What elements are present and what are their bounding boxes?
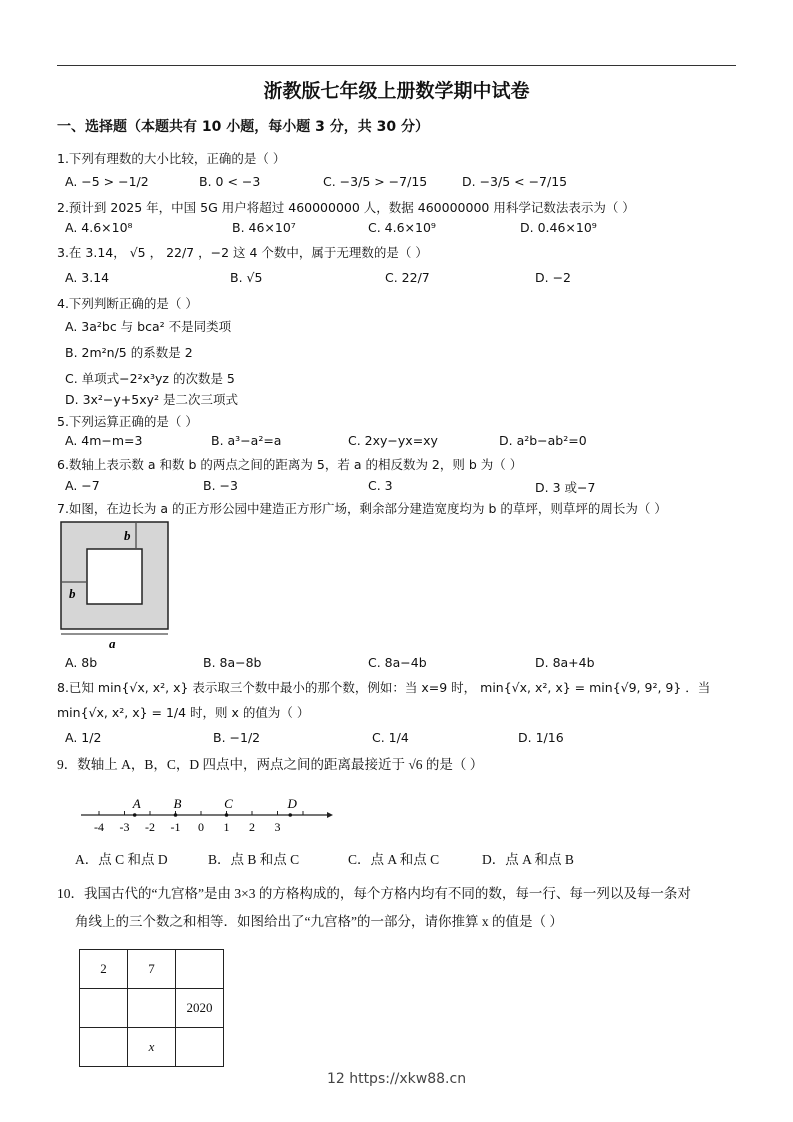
tick-label: 0 [198, 820, 204, 834]
tick-label: -4 [94, 820, 104, 834]
label-a: a [109, 636, 116, 650]
q1-option-a: A. −5 > −1/2 [65, 174, 149, 189]
q5-option-d: D. a²b−ab²=0 [499, 433, 587, 448]
q9-option-b: B．点 B 和点 C [208, 852, 300, 867]
q9-option-a: A．点 C 和点 D [75, 852, 168, 867]
q8-option-d: D. 1/16 [518, 730, 564, 745]
q8-option-b: B. −1/2 [213, 730, 261, 745]
grid-cell [176, 1028, 224, 1067]
q9-option-d: D．点 A 和点 B [482, 852, 574, 867]
q7-option-b: B. 8a−8b [203, 655, 262, 670]
q4-option-b: B. 2m²n/5 的系数是 2 [65, 345, 193, 360]
grid-cell [80, 989, 128, 1028]
q5-option-b: B. a³−a²=a [211, 433, 282, 448]
q7-option-c: C. 8a−4b [368, 655, 427, 670]
point-label: A [132, 796, 141, 811]
nine-grid [79, 949, 224, 1067]
q3-option-b: B. √5 [230, 270, 263, 285]
section-heading: 一、选择题（本题共有 10 小题，每小题 3 分，共 30 分） [57, 119, 429, 135]
q6-option-c: C. 3 [368, 478, 393, 493]
q1-option-d: D. −3/5 < −7/15 [462, 174, 568, 189]
q4-option-d: D. 3x²−y+5xy² 是二次三项式 [65, 392, 239, 407]
tick-label: 2 [249, 820, 255, 834]
tick-label: 1 [223, 820, 230, 834]
q3-option-c: C. 22/7 [385, 270, 430, 285]
question-8-stem-line2: min{√x, x², x} = 1/4 时，则 x 的值为（ ） [57, 705, 310, 720]
grid-cell: 7 [128, 950, 176, 989]
q6-option-d: D. 3 或−7 [535, 480, 596, 495]
q2-option-c: C. 4.6×10⁹ [368, 220, 436, 235]
point-D [288, 813, 292, 817]
q6-option-a: A. −7 [65, 478, 100, 493]
q2-option-d: D. 0.46×10⁹ [520, 220, 597, 235]
point-label: B [173, 796, 182, 811]
question-5-stem: 5.下列运算正确的是（ ） [57, 414, 198, 429]
point-A [133, 813, 137, 817]
grid-cell: 2020 [176, 989, 224, 1028]
question-8-stem: 8.已知 min{√x, x², x} 表示取三个数中最小的那个数，例如：当 x=9 时， min{√x, x², x} = min{√9, 9², 9} ．当 [57, 680, 711, 695]
grid-cell [128, 989, 176, 1028]
question-4-stem: 4.下列判断正确的是（ ） [57, 296, 198, 311]
square-park-figure [56, 518, 182, 650]
tick-label: -2 [145, 820, 155, 834]
page-title: 浙教版七年级上册数学期中试卷 [263, 80, 530, 102]
q8-option-a: A. 1/2 [65, 730, 102, 745]
point-label: D [287, 796, 297, 811]
point-C [225, 813, 229, 817]
label-b-left: b [69, 586, 76, 601]
grid-cell [80, 1028, 128, 1067]
tick-label: -3 [119, 820, 130, 834]
question-6-stem: 6.数轴上表示数 a 和数 b 的两点之间的距离为 5，若 a 的相反数为 2，则 b 为（ ） [57, 457, 523, 472]
q1-option-c: C. −3/5 > −7/15 [323, 174, 428, 189]
grid-cell [176, 950, 224, 989]
tick-label: -1 [170, 820, 181, 834]
number-line [75, 788, 345, 838]
q4-option-c: C. 单项式−2²x³yz 的次数是 5 [65, 371, 235, 386]
question-3-stem: 3.在 3.14， √5 ， 22/7 ，−2 这 4 个数中，属于无理数的是（ ） [57, 245, 428, 260]
question-2-stem: 2.预计到 2025 年，中国 5G 用户将超过 460000000 人，数据 460000000 用科学记数法表示为（ ） [57, 200, 635, 215]
top-rule [57, 65, 736, 66]
q6-option-b: B. −3 [203, 478, 238, 493]
q8-option-c: C. 1/4 [372, 730, 409, 745]
point-label: C [224, 796, 233, 811]
grid-cell: x [128, 1028, 176, 1067]
label-b-top: b [124, 528, 131, 543]
question-10-stem-line2: 角线上的三个数之和相等．如图给出了“九宫格”的一部分，请你推算 x 的值是（ ） [75, 914, 563, 929]
q5-option-c: C. 2xy−yx=xy [348, 433, 438, 448]
tick-label: 3 [274, 820, 281, 834]
question-9-stem: 9．数轴上 A，B，C，D 四点中，两点之间的距离最接近于 √6 的是（ ） [57, 757, 484, 772]
q9-option-c: C．点 A 和点 C [348, 852, 440, 867]
q1-option-b: B. 0 < −3 [199, 174, 261, 189]
question-1-stem: 1.下列有理数的大小比较，正确的是（ ） [57, 151, 286, 166]
q3-option-d: D. −2 [535, 270, 571, 285]
axis-arrow [327, 812, 333, 818]
question-7-stem: 7.如图，在边长为 a 的正方形公园中建造正方形广场，剩余部分建造宽度均为 b 的草坪，则草坪的周长为（ ） [57, 501, 667, 516]
q3-option-a: A. 3.14 [65, 270, 110, 285]
q4-option-a: A. 3a²bc 与 bca² 不是同类项 [65, 319, 232, 334]
q7-option-d: D. 8a+4b [535, 655, 595, 670]
q2-option-a: A. 4.6×10⁸ [65, 220, 133, 235]
q2-option-b: B. 46×10⁷ [232, 220, 296, 235]
q5-option-a: A. 4m−m=3 [65, 433, 143, 448]
point-B [174, 813, 178, 817]
q7-option-a: A. 8b [65, 655, 98, 670]
question-10-stem: 10．我国古代的“九宫格”是由 3×3 的方格构成的，每个方格内均有不同的数，每一行、每一列以及每一条对 [57, 886, 691, 901]
grid-cell: 2 [80, 950, 128, 989]
page-footer: 12 https://xkw88.cn [326, 1071, 467, 1087]
